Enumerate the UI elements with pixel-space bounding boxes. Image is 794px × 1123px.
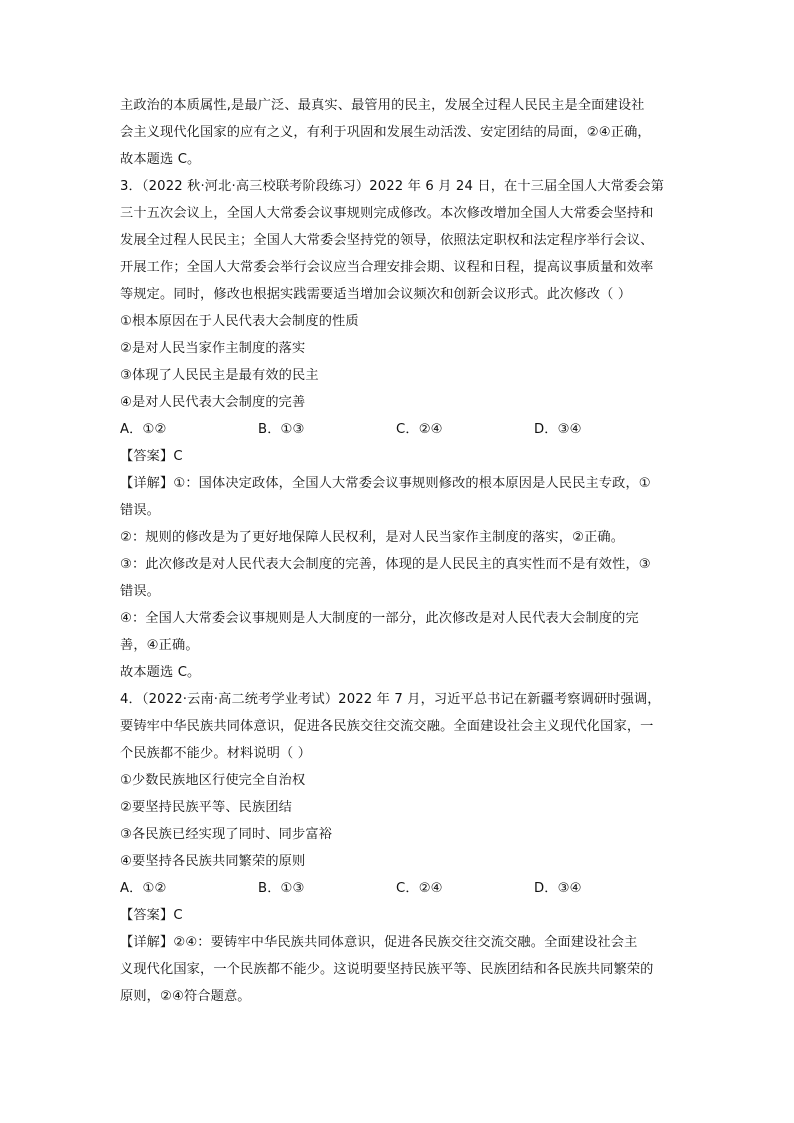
q3-item: ④是对人民代表大会制度的完善 (120, 395, 306, 410)
q4-stem-line: 要铸牢中华民族共同体意识，促进各民族交往交流交融。全面建设社会主义现代化国家，一 (120, 719, 654, 734)
q3-stem-line: 等规定。同时，修改也根据实践需要适当增加会议频次和创新会议形式。此次修改（ ） (120, 287, 632, 302)
prev-detail-line: 会主义现代化国家的应有之义，有利于巩固和发展生动活泼、安定团结的局面，②④正确， (120, 125, 651, 140)
q3-detail-line: 【详解】①：国体决定政体，全国人大常委会议事规则修改的根本原因是人民民主专政，① (120, 476, 651, 491)
q4-option-d: D．③④ (534, 881, 582, 896)
q3-item: ①根本原因在于人民代表大会制度的性质 (120, 314, 359, 329)
prev-detail-line: 主政治的本质属性,是最广泛、最真实、最管用的民主，发展全过程人民民主是全面建设社 (120, 98, 645, 113)
q4-detail-line: 原则，②④符合题意。 (120, 989, 251, 1004)
q3-item: ②是对人民当家作主制度的落实 (120, 341, 306, 356)
q3-stem-line: 三十五次会议上，全国人大常委会议事规则完成修改。本次修改增加全国人大常委会坚持和 (120, 206, 654, 221)
q4-item: ④要坚持各民族共同繁荣的原则 (120, 854, 306, 869)
q4-stem-line: 个民族都不能少。材料说明（ ） (120, 746, 312, 761)
document-page (120, 92, 680, 1010)
q3-options (120, 416, 680, 443)
q4-options (120, 875, 680, 902)
q4-option-c: C．②④ (396, 881, 443, 896)
q3-detail-line: 错误。 (120, 584, 161, 599)
q3-detail-line: ③：此次修改是对人民代表大会制度的完善，体现的是人民民主的真实性而不是有效性，③ (120, 557, 651, 572)
q4-detail-line: 义现代化国家，一个民族都不能少。这说明要坚持民族平等、民族团结和各民族共同繁荣的 (120, 962, 654, 977)
q4-option-b: B．①③ (258, 881, 305, 896)
q4-option-a: A．①② (120, 881, 167, 896)
q3-detail-line: 错误。 (120, 503, 161, 518)
q4-answer: 【答案】C (120, 908, 183, 923)
q3-answer: 【答案】C (120, 449, 183, 464)
q3-stem-line: 开展工作；全国人大常委会举行会议应当合理安排会期、议程和日程，提高议事质量和效率 (120, 260, 654, 275)
q3-detail-line: ②：规则的修改是为了更好地保障人民权利，是对人民当家作主制度的落实，②正确。 (120, 530, 625, 545)
q3-detail-line: ④：全国人大常委会议事规则是人大制度的一部分，此次修改是对人民代表大会制度的完 (120, 611, 639, 626)
q3-option-c: C．②④ (396, 422, 443, 437)
q3-detail-line: 故本题选 C。 (120, 665, 201, 680)
q3-option-b: B．①③ (258, 422, 305, 437)
q4-item: ②要坚持民族平等、民族团结 (120, 800, 293, 815)
q3-item: ③体现了人民民主是最有效的民主 (120, 368, 319, 383)
prev-detail-line: 故本题选 C。 (120, 152, 201, 167)
q4-item: ①少数民族地区行使完全自治权 (120, 773, 306, 788)
q3-detail-line: 善，④正确。 (120, 638, 199, 653)
q4-item: ③各民族已经实现了同时、同步富裕 (120, 827, 333, 842)
q3-stem-line: 3．（2022 秋·河北·高三校联考阶段练习）2022 年 6 月 24 日，在十三届全国人大常委会第 (120, 179, 665, 194)
q3-option-a: A．①② (120, 422, 167, 437)
q4-stem-line: 4．（2022·云南·高二统考学业考试）2022 年 7 月，习近平总书记在新疆考察调研时强调， (120, 692, 661, 707)
q4-detail-line: 【详解】②④：要铸牢中华民族共同体意识，促进各民族交往交流交融。全面建设社会主 (120, 935, 638, 950)
q3-stem-line: 发展全过程人民民主；全国人大常委会坚持党的领导，依照法定职权和法定程序举行会议、 (120, 233, 654, 248)
q3-option-d: D．③④ (534, 422, 582, 437)
